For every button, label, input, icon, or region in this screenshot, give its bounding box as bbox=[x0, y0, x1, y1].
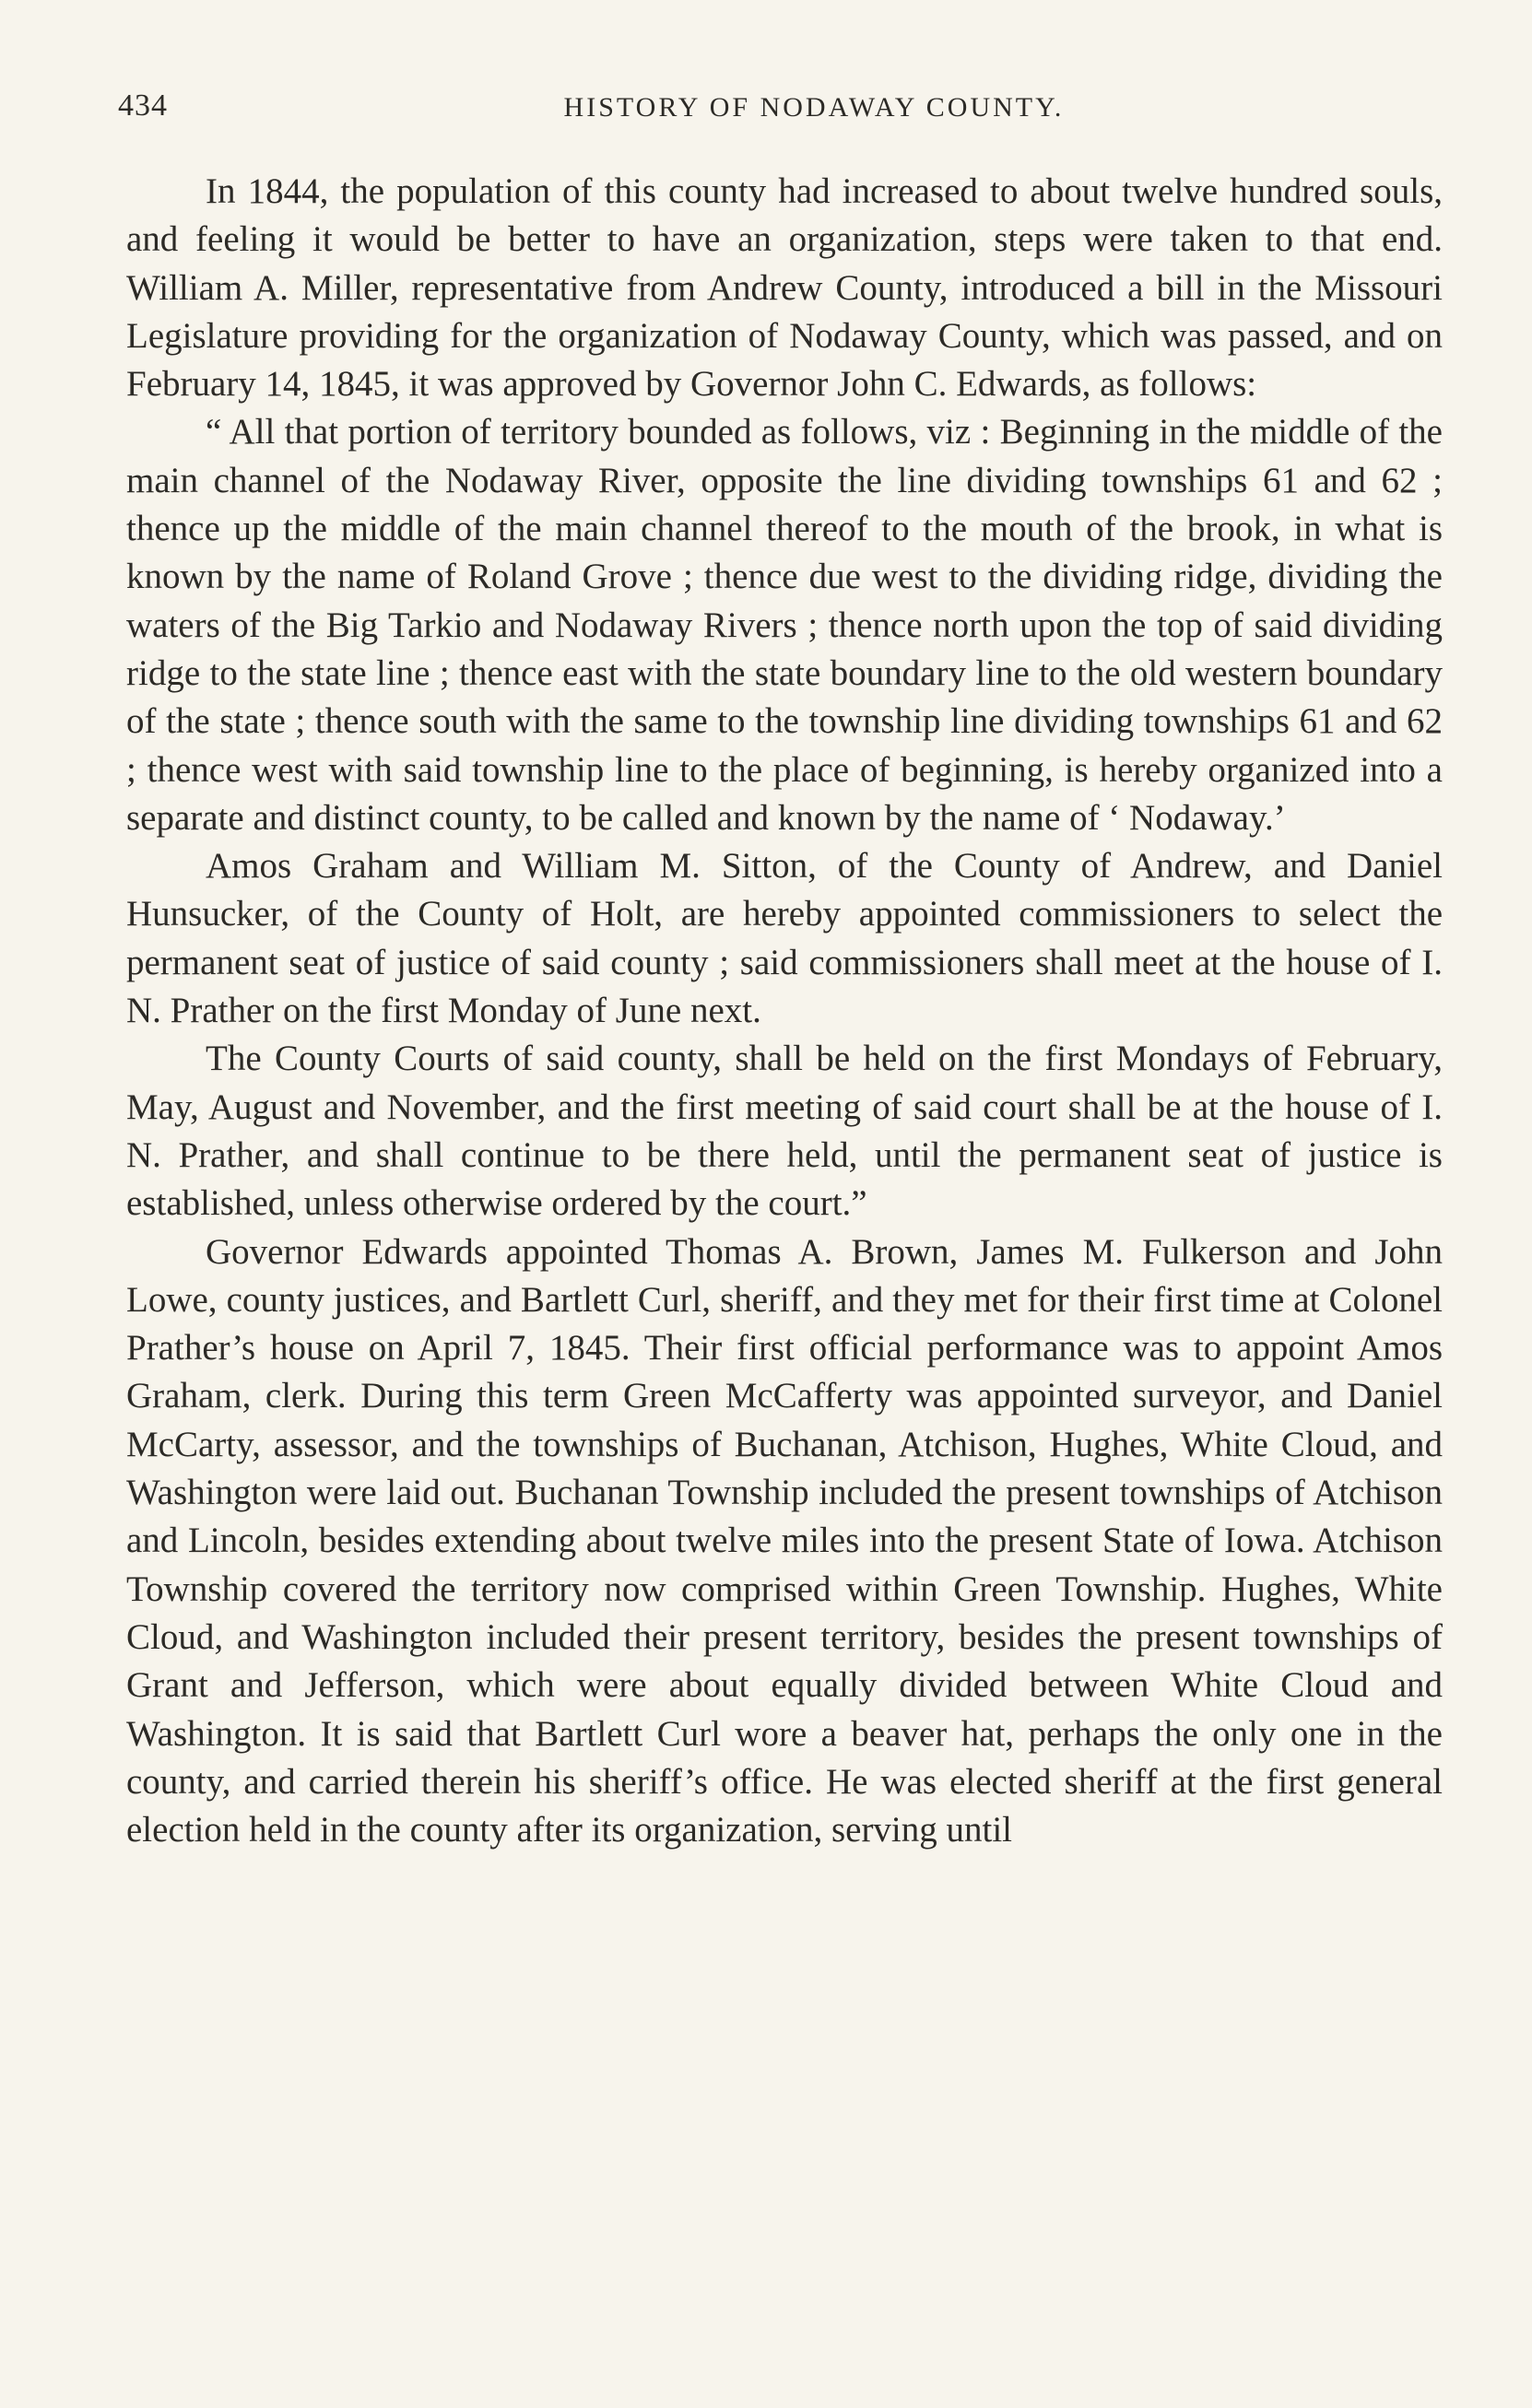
body-text bbox=[126, 168, 1443, 1854]
paragraph: In 1844, the population of this county had increased to about twelve hundred souls, and feeling it would be better to have an organization, steps were taken to that end. William A. Miller, representative from Andrew County, introduced a bill in the Missouri Legislature providing for the organization of Nodaway County, which was passed, and on February 14, 1845, it was approved by Governor John C. Edwards, as follows: bbox=[126, 171, 1443, 405]
paragraph: “ All that portion of territory bounded as follows, viz : Beginning in the middle of the main channel of the Nodaway River, opposite the line dividing townships 61 and 62 ; thence up the middle of the main channel thereof to the mouth of the brook, in what is known by the name of Roland Grove ; thence due west to the dividing ridge, dividing the waters of the Big Tarkio and Nodaway Rivers ; thence north upon the top of said dividing ridge to the state line ; thence east with the state boundary line to the old western boundary of the state ; thence south with the same to the township line dividing townships 61 and 62 ; thence west with said township line to the place of beginning, is hereby organized into a separate and distinct county, to be called and known by the name of ‘ Nodaway.’ bbox=[126, 412, 1443, 838]
paragraph: Governor Edwards appointed Thomas A. Brown, James M. Fulkerson and John Lowe, county justices, and Bartlett Curl, sheriff, and they met for their first time at Colonel Prather’s house on April 7, 1845. Their first official performance was to appoint Amos Graham, clerk. During this term Green McCafferty was appointed surveyor, and Daniel McCarty, assessor, and the townships of Buchanan, Atchison, Hughes, White Cloud, and Washington were laid out. Buchanan Township included the present townships of Atchison and Lincoln, besides extending about twelve miles into the present State of Iowa. Atchison Township covered the territory now comprised within Green Township. Hughes, White Cloud, and Washington included their present territory, besides the present townships of Grant and Jefferson, which were about equally divided between White Cloud and Washington. It is said that Bartlett Curl wore a beaver hat, perhaps the only one in the county, and carried therein his sheriff’s office. He was elected sheriff at the first general election held in the county after its organization, serving until bbox=[126, 1231, 1443, 1850]
page-number: 434 bbox=[118, 88, 168, 123]
page-header bbox=[118, 88, 1445, 135]
running-title: HISTORY OF NODAWAY COUNTY. bbox=[563, 92, 1065, 123]
paragraph: The County Courts of said county, shall be held on the first Mondays of February, May, August and November, and the first meeting of said court shall be at the house of I. N. Prather, and shall continue to be there held, until the permanent seat of justice is established, unless otherwise ordered by the court.” bbox=[126, 1039, 1443, 1224]
paragraph: Amos Graham and William M. Sitton, of the County of Andrew, and Daniel Hunsucker, of the County of Holt, are hereby appointed commissioners to select the permanent seat of justice of said county ; said commissioners shall meet at the house of I. N. Prather on the first Monday of June next. bbox=[126, 846, 1443, 1031]
